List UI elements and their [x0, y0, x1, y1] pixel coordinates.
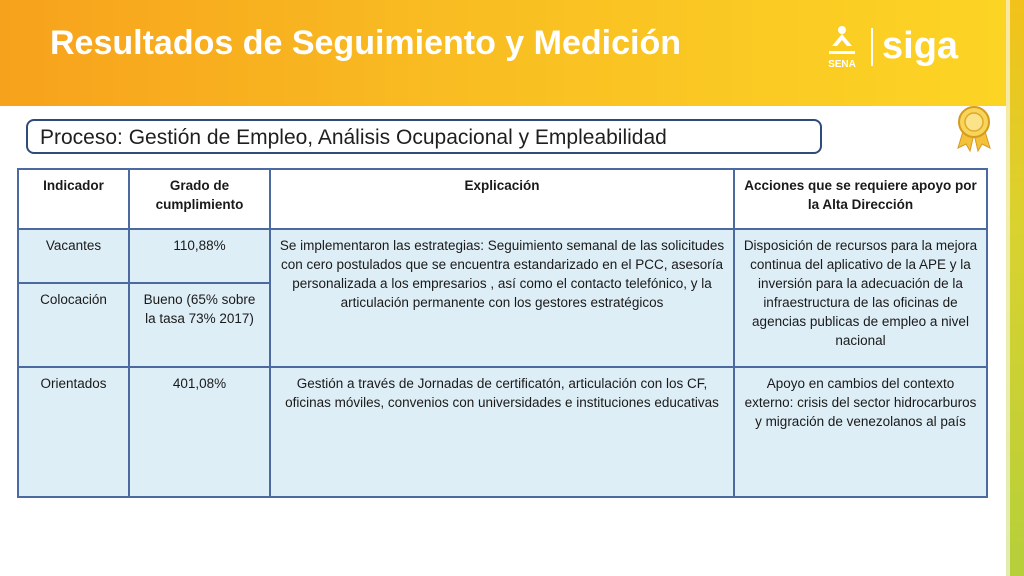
cell-grado: Bueno (65% sobre la tasa 73% 2017) — [129, 283, 270, 367]
cell-acciones: Disposición de recursos para la mejora continua del aplicativo de la APE y la inversión para la adecuación de la infraestructura de las oficinas de agencias publicas de empleo a nivel nacional — [734, 229, 987, 367]
cell-grado: 110,88% — [129, 229, 270, 283]
cell-explicacion: Se implementaron las estrategias: Seguimiento semanal de las solicitudes con cero postulados que se encuentra estandarizado en el PCC, asesoría personalizada a los empresarios , así como el contacto telefónico, y la articulación permanente con los gestores estratégicos — [270, 229, 734, 367]
award-ribbon-icon — [952, 104, 996, 152]
header-acciones: Acciones que se requiere apoyo por la Alta Dirección — [734, 169, 987, 229]
table-header-row — [18, 169, 987, 229]
header-explicacion: Explicación — [270, 169, 734, 229]
header-indicador: Indicador — [18, 169, 129, 229]
siga-logo-text: siga — [882, 25, 959, 67]
right-decorative-strip — [1006, 0, 1024, 576]
sena-logo-text: SENA — [828, 59, 856, 70]
sena-logo-icon — [829, 26, 855, 54]
process-label: Proceso: Gestión de Empleo, Análisis Ocupacional y Empleabilidad — [40, 126, 667, 149]
cell-explicacion: Gestión a través de Jornadas de certificatón, articulación con los CF, oficinas móviles, convenios con universidades e instituciones educativas — [270, 367, 734, 497]
page-title: Resultados de Seguimiento y Medición — [50, 24, 681, 62]
table-row — [18, 229, 987, 283]
cell-indicador: Vacantes — [18, 229, 129, 283]
cell-indicador: Orientados — [18, 367, 129, 497]
table-row — [18, 367, 987, 497]
sena-siga-logo — [826, 20, 976, 76]
cell-grado: 401,08% — [129, 367, 270, 497]
cell-indicador: Colocación — [18, 283, 129, 367]
cell-acciones: Apoyo en cambios del contexto externo: crisis del sector hidrocarburos y migración de venezolanos al país — [734, 367, 987, 497]
header-grado: Grado de cumplimiento — [129, 169, 270, 229]
results-table — [17, 168, 988, 498]
header-banner — [0, 0, 1024, 106]
process-box — [26, 119, 822, 154]
